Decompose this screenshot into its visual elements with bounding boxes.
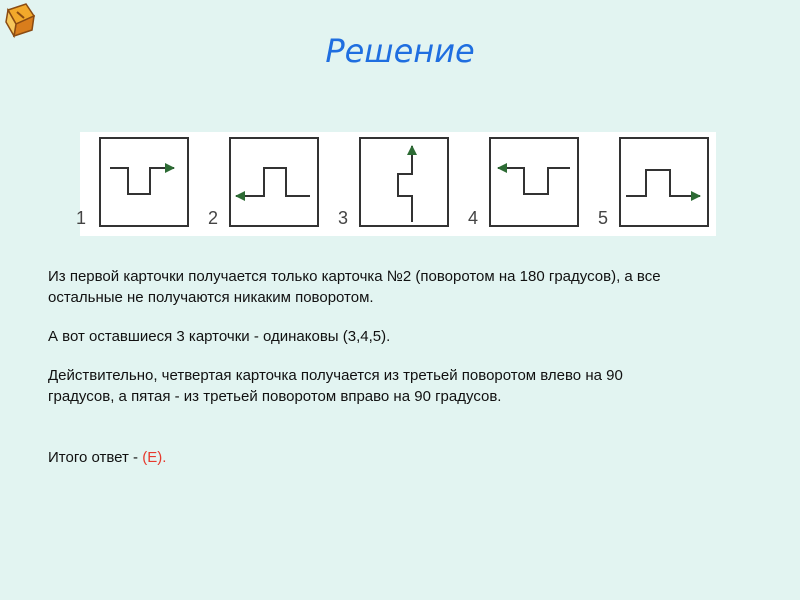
card-2-frame bbox=[230, 138, 318, 226]
card-3-frame bbox=[360, 138, 448, 226]
card-4-frame bbox=[490, 138, 578, 226]
card-number-3: 3 bbox=[338, 208, 349, 228]
card-1-frame bbox=[100, 138, 188, 226]
page-title: Решение bbox=[325, 32, 475, 70]
card-2 bbox=[208, 138, 318, 228]
paragraph-2: А вот оставшиеся 3 карточки - одинаковы (3,4,5). bbox=[48, 328, 391, 345]
card-5 bbox=[598, 138, 708, 228]
card-4 bbox=[468, 138, 578, 228]
conclusion-prefix: Итого ответ - bbox=[48, 449, 143, 466]
card-number-1: 1 bbox=[76, 208, 87, 228]
conclusion-answer: (Е). bbox=[142, 449, 167, 466]
card-3 bbox=[338, 138, 448, 228]
card-number-2: 2 bbox=[208, 208, 219, 228]
paragraph-1: Из первой карточки получается только карточка №2 (поворотом на 180 градусов), а все остальные не получаются никаким поворотом. bbox=[48, 268, 661, 306]
card-number-5: 5 bbox=[598, 208, 609, 228]
card-1 bbox=[76, 138, 188, 228]
solution-text bbox=[48, 266, 688, 486]
card-number-4: 4 bbox=[468, 208, 479, 228]
cards-illustration bbox=[76, 132, 716, 236]
cards-strip bbox=[76, 132, 716, 236]
paragraph-3: Действительно, четвертая карточка получается из третьей поворотом влево на 90 градусов, а пятая - из третьей поворотом вправо на 90 градусов. bbox=[48, 367, 623, 405]
card-5-frame bbox=[620, 138, 708, 226]
conclusion bbox=[48, 447, 688, 468]
